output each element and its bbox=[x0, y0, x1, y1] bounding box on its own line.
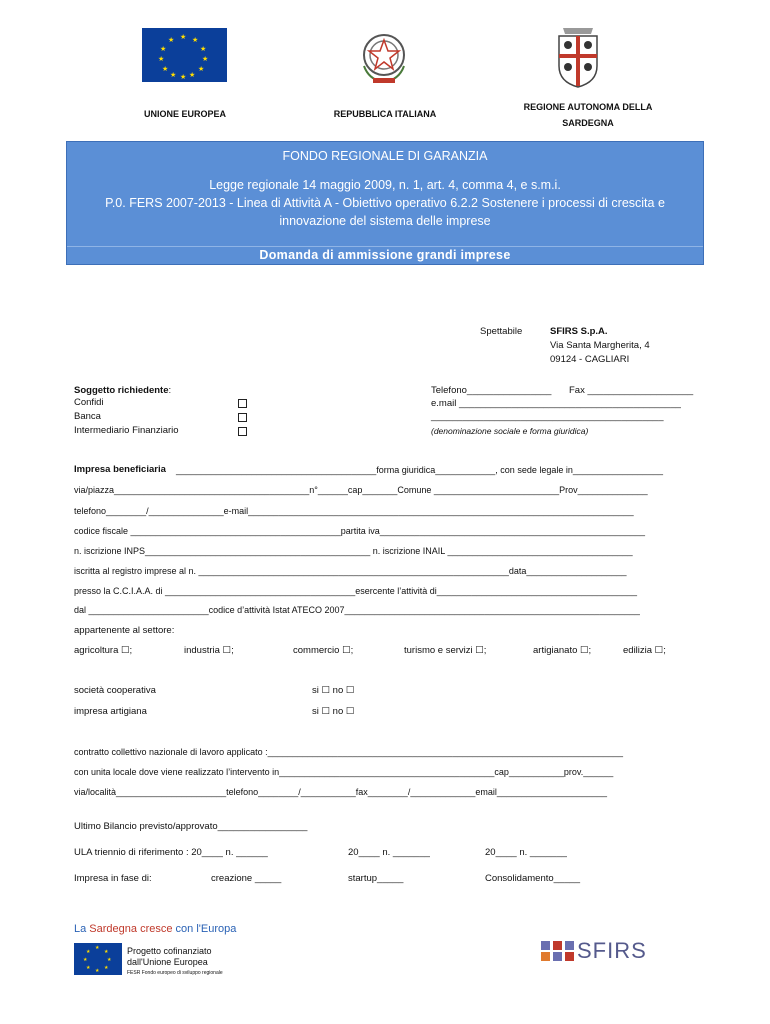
impresa-row-1[interactable]: ________________________________________forma giuridica____________, con sede legale in__________________ bbox=[176, 465, 663, 475]
settore-turismo[interactable]: turismo e servizi ☐; bbox=[404, 645, 487, 656]
slogan-text: La Sardegna cresce con l'Europa bbox=[74, 923, 237, 935]
sfirs-logo: SFIRS bbox=[577, 938, 647, 963]
confidi-checkbox[interactable] bbox=[238, 399, 247, 408]
intermediario-checkbox[interactable] bbox=[238, 427, 247, 436]
title-banner bbox=[66, 141, 704, 265]
impresa-row-3[interactable]: telefono________/_______________e-mail_____________________________________________________________________________ bbox=[74, 506, 634, 516]
banner-program-line-2: innovazione del sistema delle imprese bbox=[279, 214, 491, 228]
email-field[interactable]: e.mail __________________________________________ bbox=[431, 398, 681, 409]
eu-flag-logo: ★ ★ ★ ★ ★ ★ ★ ★ ★ ★ ★ ★ bbox=[142, 28, 227, 82]
italy-label: REPUBBLICA ITALIANA bbox=[333, 109, 437, 119]
sfirs-mark-icon bbox=[540, 940, 576, 962]
addressee-city: 09124 - CAGLIARI bbox=[550, 354, 630, 365]
banner-subtitle: Domanda di ammissione grandi imprese bbox=[259, 248, 511, 262]
denominazione-field[interactable]: ____________________________________________ bbox=[431, 411, 664, 422]
banner-program-line: P.0. FERS 2007-2013 - Linea di Attività A - Obiettivo operativo 6.2.2 Sostenere i processi di crescita e bbox=[105, 196, 665, 210]
settore-artigianato[interactable]: artigianato ☐; bbox=[533, 645, 592, 656]
ula-field-1[interactable]: ULA triennio di riferimento : 20____ n. ______ bbox=[74, 847, 268, 858]
bilancio-field[interactable]: Ultimo Bilancio previsto/approvato_________________ bbox=[74, 821, 308, 832]
banca-checkbox[interactable] bbox=[238, 413, 247, 422]
settore-agricoltura[interactable]: agricoltura ☐; bbox=[74, 645, 133, 656]
impresa-row-5[interactable]: n. iscrizione INPS_____________________________________________ n. iscrizione INAIL _____________________________________ bbox=[74, 546, 633, 556]
artigiana-label: impresa artigiana bbox=[74, 706, 147, 717]
settore-edilizia[interactable]: edilizia ☐; bbox=[623, 645, 666, 656]
ula-field-3[interactable]: 20____ n. _______ bbox=[485, 847, 567, 858]
unita-locale-field[interactable]: con unita locale dove viene realizzato l’intervento in___________________________________________cap___________prov.______ bbox=[74, 767, 614, 777]
cooperativa-label: società cooperativa bbox=[74, 685, 156, 696]
ula-field-2[interactable]: 20____ n. _______ bbox=[348, 847, 430, 858]
impresa-heading: Impresa beneficiaria bbox=[74, 464, 166, 475]
option-banca-label: Banca bbox=[74, 411, 101, 422]
banner-title: FONDO REGIONALE DI GARANZIA bbox=[282, 149, 488, 163]
denominazione-note: (denominazione sociale e forma giuridica) bbox=[431, 426, 589, 436]
spettabile-label: Spettabile bbox=[480, 326, 523, 337]
option-confidi-label: Confidi bbox=[74, 397, 104, 408]
soggetto-heading: Soggetto richiedente: bbox=[74, 385, 172, 396]
eu-flag-small-logo: ★ ★ ★ ★ ★ ★ ★ ★ bbox=[74, 943, 122, 975]
fase-startup[interactable]: startup_____ bbox=[348, 873, 404, 884]
settore-commercio[interactable]: commercio ☐; bbox=[293, 645, 354, 656]
eu-label: UNIONE EUROPEA bbox=[143, 109, 226, 119]
progetto-line1: Progetto cofinanziato bbox=[127, 946, 212, 956]
impresa-row-2[interactable]: via/piazza_______________________________________n°______cap_______Comune _________________________Prov______________ bbox=[74, 485, 648, 495]
cooperativa-choice[interactable]: si ☐ no ☐ bbox=[312, 685, 355, 696]
fase-label: Impresa in fase di: bbox=[74, 873, 152, 884]
italian-emblem-logo bbox=[355, 28, 413, 86]
impresa-row-7[interactable]: presso la C.C.I.A.A. di ______________________________________esercente l’attività di________________________________________ bbox=[74, 586, 637, 596]
region-label-line1: REGIONE AUTONOMA DELLA bbox=[523, 102, 653, 112]
sardinia-coat-of-arms-logo bbox=[553, 24, 603, 90]
settore-label: appartenente al settore: bbox=[74, 625, 175, 636]
progetto-line2: dall'Unione Europea bbox=[127, 957, 208, 967]
artigiana-choice[interactable]: si ☐ no ☐ bbox=[312, 706, 355, 717]
region-label-line2: SARDEGNA bbox=[562, 118, 614, 128]
via-localita-field[interactable]: via/località______________________telefono________/___________fax________/_____________email______________________ bbox=[74, 787, 608, 797]
addressee-street: Via Santa Margherita, 4 bbox=[550, 340, 650, 351]
addressee-name: SFIRS S.p.A. bbox=[550, 326, 608, 337]
impresa-row-6[interactable]: iscritta al registro imprese al n. ______________________________________________________________data____________________ bbox=[74, 566, 627, 576]
option-intermediario-label: Intermediario Finanziario bbox=[74, 425, 179, 436]
impresa-row-8[interactable]: dal ________________________codice d’attività Istat ATECO 2007___________________________________________________________ bbox=[74, 605, 640, 615]
impresa-row-4[interactable]: codice fiscale __________________________________________partita iva_____________________________________________________ bbox=[74, 526, 646, 536]
settore-industria[interactable]: industria ☐; bbox=[184, 645, 234, 656]
fase-consolidamento[interactable]: Consolidamento_____ bbox=[485, 873, 581, 884]
fase-creazione[interactable]: creazione _____ bbox=[211, 873, 282, 884]
fesr-note: FESR Fondo europeo di sviluppo regionale bbox=[127, 970, 223, 976]
fax-field[interactable]: Fax ____________________ bbox=[569, 385, 694, 396]
telefono-field[interactable]: Telefono________________ bbox=[431, 385, 552, 396]
contratto-field[interactable]: contratto collettivo nazionale di lavoro applicato :_______________________________________________________________________ bbox=[74, 747, 623, 757]
banner-law-line: Legge regionale 14 maggio 2009, n. 1, art. 4, comma 4, e s.m.i. bbox=[209, 178, 561, 192]
